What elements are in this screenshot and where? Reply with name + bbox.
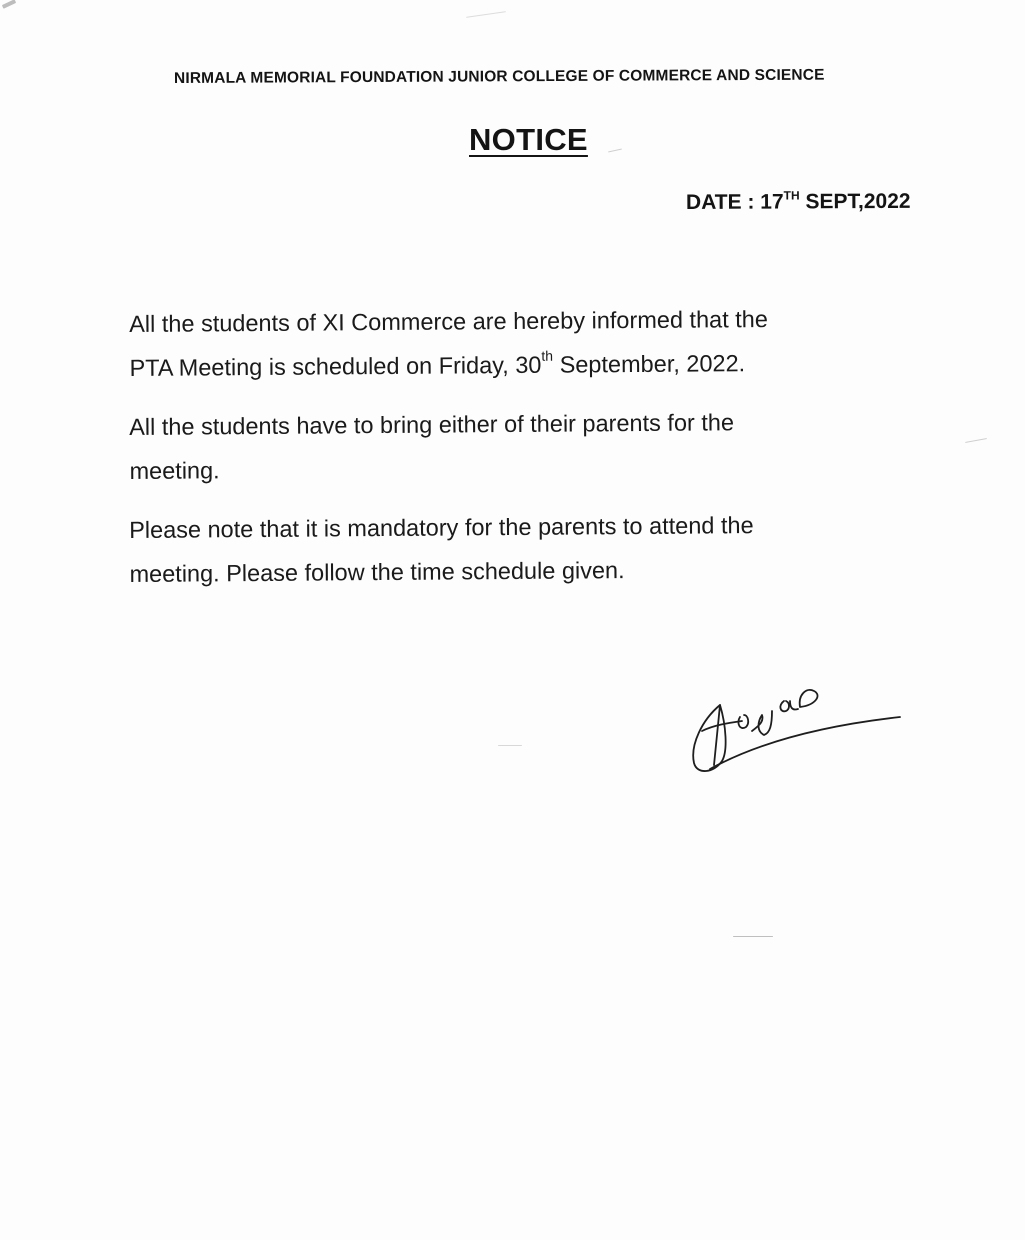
paragraph-mandatory-attendance: [129, 502, 950, 596]
college-name-heading: NIRMALA MEMORIAL FOUNDATION JUNIOR COLLEGE OF COMMERCE AND SCIENCE: [173, 66, 825, 87]
scan-speck: [733, 936, 773, 937]
notice-title: NOTICE: [469, 122, 588, 157]
paragraph-line: All the students of XI Commerce are hereby informed that the: [129, 305, 768, 337]
notice-date: [686, 190, 911, 215]
meeting-month-text: September, 2022.: [552, 350, 746, 378]
scan-speck: [965, 438, 987, 443]
scan-speck: [466, 11, 506, 18]
paragraph-pta-meeting: [129, 296, 950, 390]
date-day-suffix: TH: [783, 188, 800, 203]
date-month-year: SEPT,2022: [799, 189, 911, 214]
scan-speck: [2, 0, 16, 9]
paragraph-line: meeting. Please follow the time schedule given.: [129, 557, 625, 587]
scan-speck: [498, 745, 522, 746]
scan-speck: [608, 149, 622, 153]
meeting-day-suffix: th: [541, 347, 554, 364]
paragraph-line: meeting.: [129, 457, 220, 484]
paragraph-line: All the students have to bring either of their parents for the: [129, 409, 735, 440]
handwritten-signature: [680, 665, 920, 785]
date-label: DATE : 17: [685, 190, 784, 214]
paragraph-bring-parents: [129, 399, 950, 493]
paragraph-line: [129, 340, 949, 390]
paragraph-line: Please note that it is mandatory for the parents to attend the: [129, 512, 754, 543]
meeting-date-text: PTA Meeting is scheduled on Friday, 30: [129, 351, 542, 381]
